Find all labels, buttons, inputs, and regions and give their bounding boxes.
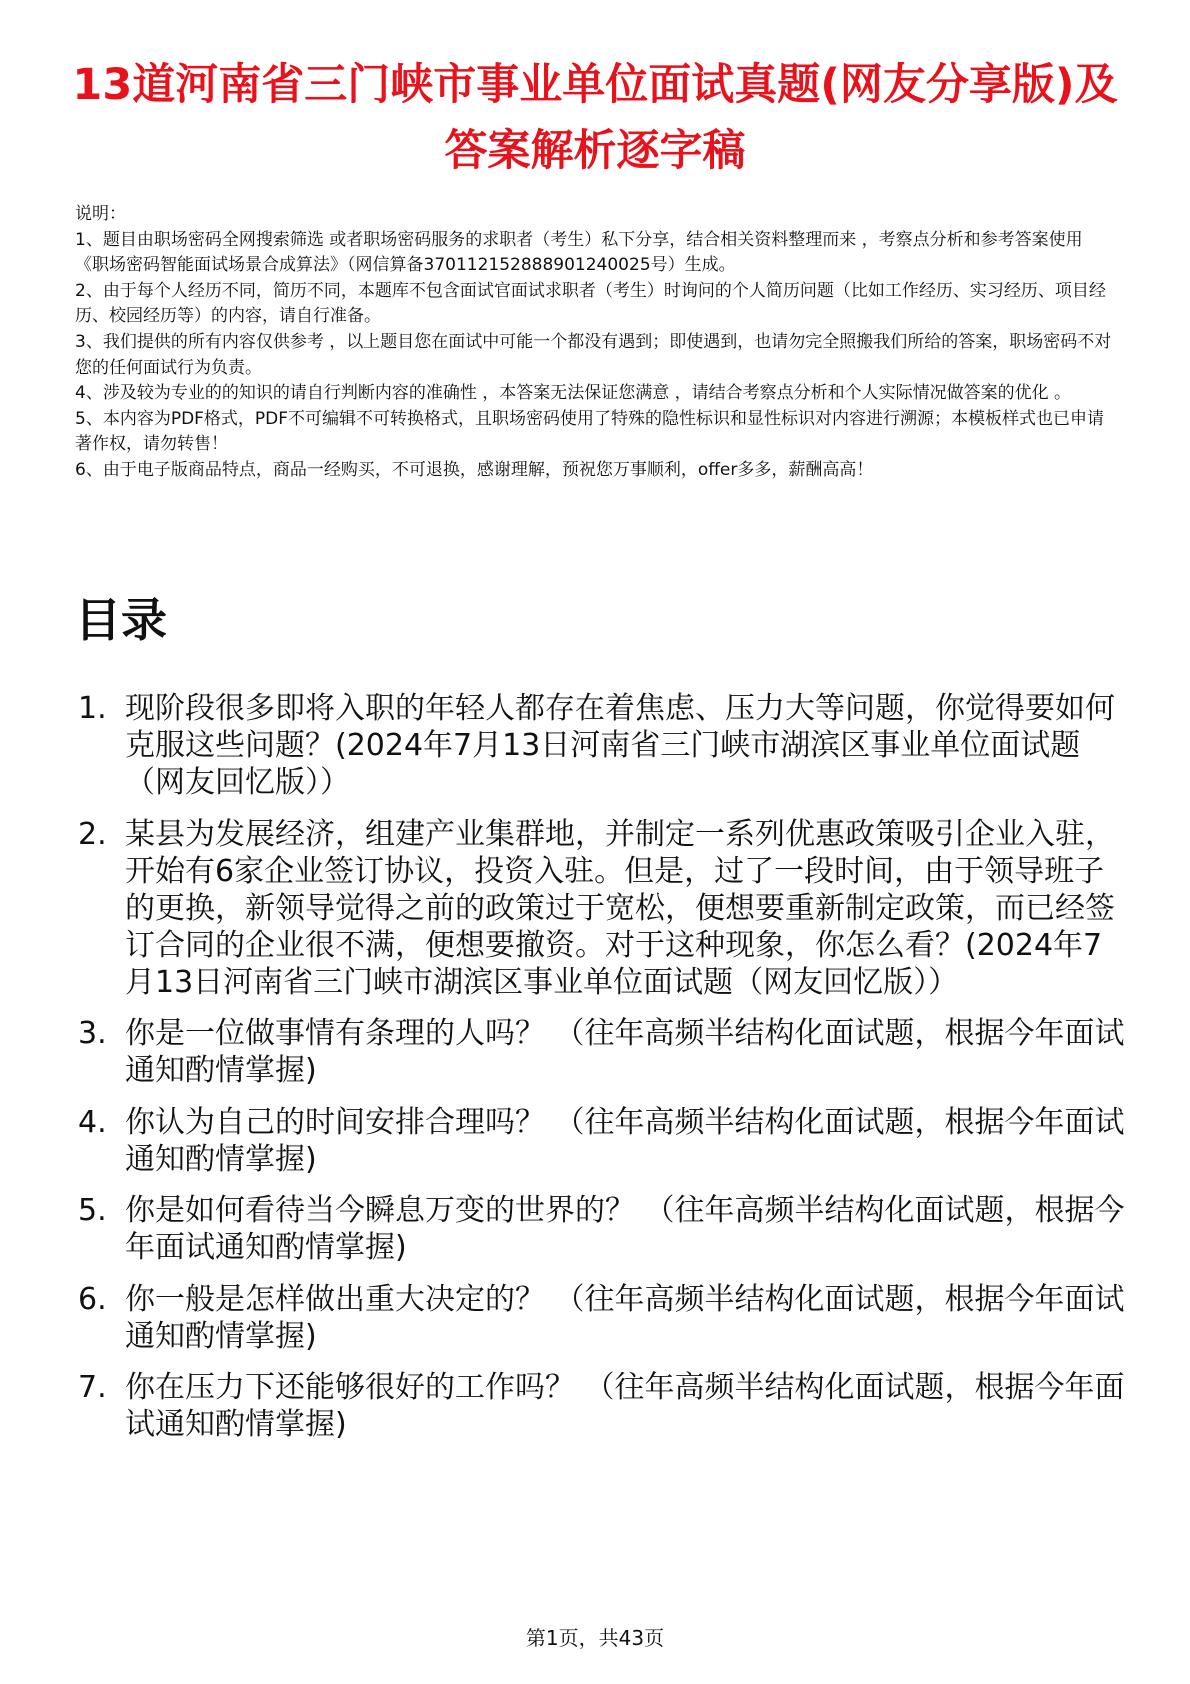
toc-item-number: 7.: [78, 1370, 107, 1405]
toc-list: [75, 690, 1125, 1458]
note-item: 3、我们提供的所有内容仅供参考 ，以上题目您在面试中可能一个都没有遇到；即使遇到，也请勿完全照搬我们所给的答案，职场密码不对您的任何面试行为负责。: [75, 331, 1112, 378]
toc-heading: 目录: [75, 593, 167, 647]
note-item: 5、本内容为PDF格式，PDF不可编辑不可转换格式，且职场密码使用了特殊的隐性标识和显性标识对内容进行溯源；本模板样式也已申请著作权，请勿转售！: [75, 408, 1105, 455]
note-item: 6、由于电子版商品特点，商品一经购买，不可退换，感谢理解，预祝您万事顺利，offer多多，薪酬高高！: [75, 459, 874, 480]
toc-item[interactable]: [75, 1104, 1125, 1178]
toc-item[interactable]: [75, 690, 1125, 801]
toc-item[interactable]: [75, 1192, 1125, 1266]
toc-item-text: 你是如何看待当今瞬息万变的世界的？ （往年高频半结构化面试题，根据今年面试通知酌情掌握): [125, 1193, 1125, 1265]
toc-item-number: 1.: [78, 691, 107, 726]
toc-item[interactable]: [75, 1369, 1125, 1443]
note-item: 4、涉及较为专业的的知识的请自行判断内容的准确性 ，本答案无法保证您满意 ，请结合考察点分析和个人实际情况做答案的优化 。: [75, 383, 1072, 404]
toc-item-text: 你认为自己的时间安排合理吗？ （往年高频半结构化面试题，根据今年面试通知酌情掌握): [125, 1104, 1125, 1177]
toc-item-text: 你在压力下还能够很好的工作吗？ （往年高频半结构化面试题，根据今年面试通知酌情掌握): [125, 1370, 1125, 1442]
toc-item-number: 2.: [78, 816, 107, 852]
note-item: 1、题目由职场密码全网搜索筛选 或者职场密码服务的求职者（考生）私下分享，结合相关资料整理而来 ，考察点分析和参考答案使用《职场密码智能面试场景合成算法》（网信算备370112152888901240025号）生成。: [75, 229, 1083, 276]
toc-item[interactable]: [75, 816, 1125, 1001]
note-item: 2、由于每个人经历不同，简历不同，本题库不包含面试官面试求职者（考生）时询问的个人简历问题（比如工作经历、实习经历、项目经历、校园经历等）的内容，请自行准备。: [75, 280, 1106, 327]
toc-item-number: 5.: [78, 1193, 107, 1228]
document-title: 13道河南省三门峡市事业单位面试真题(网友分享版)及答案解析逐字稿: [72, 60, 1118, 176]
toc-item-text: 现阶段很多即将入职的年轻人都存在着焦虑、压力大等问题，你觉得要如何克服这些问题？(2024年7月13日河南省三门峡市湖滨区事业单位面试题（网友回忆版））: [125, 691, 1115, 800]
toc-item[interactable]: [75, 1015, 1125, 1089]
toc-item-text: 你一般是怎样做出重大决定的？ （往年高频半结构化面试题，根据今年面试通知酌情掌握): [125, 1281, 1125, 1354]
toc-item-number: 4.: [78, 1104, 107, 1140]
toc-item-number: 6.: [78, 1281, 107, 1317]
toc-item-text: 你是一位做事情有条理的人吗？ （往年高频半结构化面试题，根据今年面试通知酌情掌握): [125, 1016, 1125, 1088]
page-footer: 第1页，共43页: [525, 1626, 665, 1650]
notes-section: [75, 202, 1115, 484]
toc-item-number: 3.: [78, 1016, 107, 1051]
toc-item-text: 某县为发展经济，组建产业集群地，并制定一系列优惠政策吸引企业入驻，开始有6家企业签订协议，投资入驻。但是，过了一段时间，由于领导班子的更换，新领导觉得之前的政策过于宽松，便想要重新制定政策，而已经签订合同的企业很不满，便想要撤资。对于这种现象，你怎么看？(2024年7月13日河南省三门峡市湖滨区事业单位面试题（网友回忆版））: [125, 816, 1115, 1000]
toc-item[interactable]: [75, 1281, 1125, 1355]
notes-heading: 说明：: [75, 204, 126, 224]
